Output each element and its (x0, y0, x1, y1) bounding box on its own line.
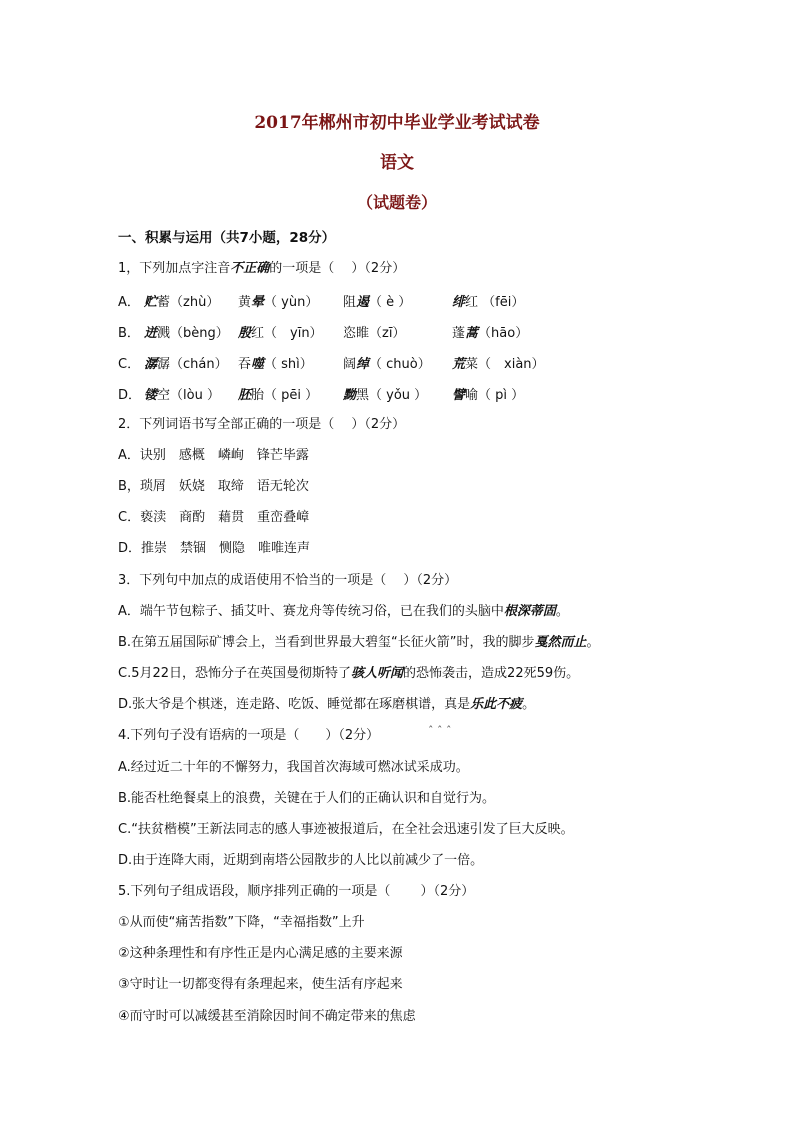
question-5-item-3: ③守时让一切都变得有条理起来，使生活有序起来 (118, 977, 403, 992)
option-label: A． (118, 295, 140, 310)
question-4-option-b: B.能否杜绝餐桌上的浪费，关键在于人们的正确认识和自觉行为。 (118, 791, 496, 806)
question-2-option-d: D．推崇 禁锢 恻隐 唯唯连声 (118, 541, 311, 556)
question-2-option-a: A．诀别 感概 嶙峋 锋芒毕露 (118, 448, 309, 463)
pinyin-item: 吞噬（ shì） (238, 357, 313, 372)
dotted-char: 胚 (238, 388, 252, 403)
idiom-mark: 骇人听闻 (351, 666, 404, 681)
question-4-option-a: A.经过近二十年的不懈努力，我国首次海域可燃冰试采成功。 (118, 760, 469, 775)
pinyin-item: 恣睢（zī） (343, 326, 406, 341)
pinyin-item: 蓬蒿（hāo） (452, 326, 529, 341)
pinyin-item: 潺潺（chán） (144, 357, 228, 372)
subtitle: （试题卷） (356, 193, 437, 212)
option-label: D． (118, 388, 142, 403)
question-2-option-b: B，琐屑 妖娆 取缔 语无轮次 (118, 479, 309, 494)
question-3-option-b: B.在第五届国际矿博会上，当看到世界最大碧玺“长征火箭”时，我的脚步戛然而止。 (118, 635, 600, 650)
question-2-stem: 2．下列词语书写全部正确的一项是（ ）（2分） (118, 417, 406, 432)
pinyin-item: 绯红 （fēi） (452, 295, 525, 310)
idiom-mark: 根深蒂固 (503, 604, 556, 619)
question-5-item-1: ①从而使“痛苦指数”下降，“幸福指数”上升 (118, 915, 365, 930)
option-label: B． (118, 326, 140, 341)
pinyin-item: 殷红（ yīn） (238, 326, 323, 341)
dotted-char: 绯 (452, 295, 466, 310)
idiom-mark: 戛然而止 (534, 635, 587, 650)
pinyin-item: 胚胎（ pēi ） (238, 388, 319, 403)
question-4-option-c: C.“扶贫楷模”王新法同志的感人事迹被报道后，在全社会迅速引发了巨大反映。 (118, 822, 574, 837)
dotted-char: 噬 (251, 357, 265, 372)
dotted-char: 镂 (144, 388, 158, 403)
question-2-option-c: C．亵渎 商酌 藉贯 重峦叠嶂 (118, 510, 310, 525)
dotted-char: 贮 (144, 295, 158, 310)
dotted-char: 潺 (144, 357, 158, 372)
idiom-mark: 乐此不疲 (470, 697, 523, 712)
pinyin-item: 阔绰（ chuò） (343, 357, 431, 372)
emphasis-mark: 不正确 (230, 261, 270, 276)
dotted-char: 迸 (144, 326, 158, 341)
dotted-char: 譬 (452, 388, 466, 403)
option-label: C． (118, 357, 141, 372)
dotted-char: 殷 (238, 326, 252, 341)
question-1-stem: 1，下列加点字注音不正确的一项是（ ）（2分） (118, 261, 406, 276)
dotted-char: 黝 (343, 388, 357, 403)
subject-title: 语文 (380, 153, 414, 173)
pinyin-item: 黄晕（ yùn） (238, 295, 319, 310)
pinyin-item: 譬喻（ pì ） (452, 388, 525, 403)
question-3-option-d: D.张大爷是个棋迷，连走路、吃饭、睡觉都在琢磨棋谱，真是乐此不疲。 (118, 697, 536, 712)
dotted-char: 蒿 (465, 326, 479, 341)
pinyin-item: 荒菜（ xiàn） (452, 357, 545, 372)
question-4-stem: 4.下列句子没有语病的一项是（ ）（2分） (118, 728, 380, 743)
question-5-item-4: ④而守时可以减缓甚至消除因时间不确定带来的焦虑 (118, 1009, 416, 1024)
pinyin-item: 贮蓄（zhù） (144, 295, 220, 310)
exam-title: 2017年郴州市初中毕业学业考试试卷 (254, 113, 540, 133)
section-heading: 一、积累与运用（共7小题，28分） (118, 230, 336, 246)
question-5-stem: 5.下列句子组成语段，顺序排列正确的一项是（ ）（2分） (118, 884, 475, 899)
pinyin-item: 阻遏（ è ） (343, 295, 412, 310)
caret-marks: ˆ ˆ ˆ (428, 724, 452, 737)
pinyin-item: 黝黑（ yǒu ） (343, 388, 428, 403)
question-4-option-d: D.由于连降大雨，近期到南塔公园散步的人比以前减少了一倍。 (118, 853, 484, 868)
pinyin-item: 镂空（lòu ） (144, 388, 220, 403)
question-3-option-c: C.5月22日，恐怖分子在英国曼彻斯特了骇人听闻的恐怖袭击，造成22死59伤。 (118, 666, 580, 681)
question-5-item-2: ②这种条理性和有序性正是内心满足感的主要来源 (118, 946, 403, 961)
dotted-char: 荒 (452, 357, 466, 372)
dotted-char: 晕 (251, 295, 265, 310)
dotted-char: 遏 (356, 295, 370, 310)
dotted-char: 绰 (356, 357, 370, 372)
question-3-option-a: A．端午节包粽子、插艾叶、赛龙舟等传统习俗，已在我们的头脑中根深蒂固。 (118, 604, 569, 619)
pinyin-item: 迸溅（bèng） (144, 326, 229, 341)
question-3-stem: 3．下列句中加点的成语使用不恰当的一项是（ ）（2分） (118, 573, 458, 588)
